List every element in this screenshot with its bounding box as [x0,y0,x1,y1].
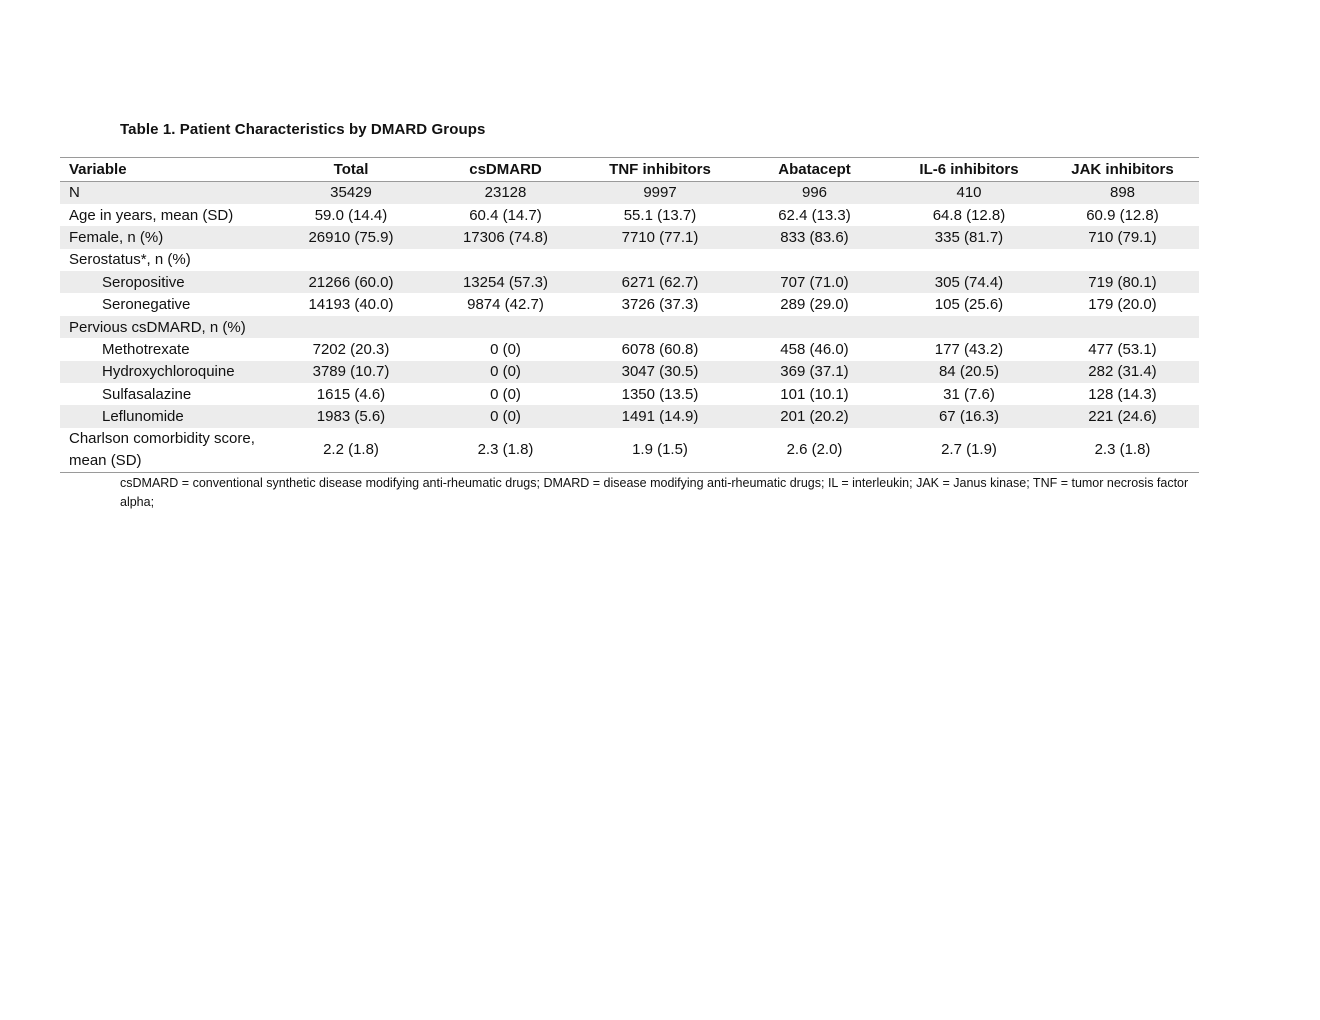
table-row [60,361,1199,383]
column-header-variable: Variable [60,158,274,182]
row-label: Seronegative [102,296,191,314]
cell-total: 2.2 (1.8) [274,428,428,473]
cell-il6-inhibitors: 64.8 (12.8) [932,206,1006,224]
cell-jak-inhibitors: 282 (31.4) [1088,363,1157,381]
table-row [60,182,1199,204]
cell-total: 1615 (4.6) [316,385,386,403]
table-row-section-header [60,316,1199,338]
cell-abatacept [737,316,892,338]
table-row [60,204,1199,226]
cell-total: 59.0 (14.4) [314,206,388,224]
cell-il6-inhibitors: 84 (20.5) [938,363,1000,381]
cell-tnf-inhibitors [583,316,737,338]
cell-tnf-inhibitors: 1491 (14.9) [621,408,699,426]
cell-tnf-inhibitors [583,249,737,271]
cell-csdmard: 0 (0) [490,408,521,426]
cell-csdmard: 23128 [484,184,527,202]
row-label: Charlson comorbidity score, mean (SD) [60,428,274,473]
cell-csdmard: 0 (0) [490,340,521,358]
cell-tnf-inhibitors: 1350 (13.5) [621,385,699,403]
cell-total: 7202 (20.3) [312,340,390,358]
row-label: Sulfasalazine [102,385,192,403]
cell-jak-inhibitors [1046,316,1199,338]
cell-il6-inhibitors: 177 (43.2) [934,340,1004,358]
cell-csdmard: 0 (0) [490,363,521,381]
column-header-abatacept: Abatacept [737,158,892,182]
cell-tnf-inhibitors: 55.1 (13.7) [623,206,697,224]
table-footnote: csDMARD = conventional synthetic disease modifying anti-rheumatic drugs; DMARD = disease modifying anti-rheumatic drugs; IL = interleukin; JAK = Janus kinase; TNF = tumor necrosis factor alpha; [120,476,1189,509]
cell-abatacept: 996 [801,184,828,202]
cell-abatacept [737,249,892,271]
row-label: Age in years, mean (SD) [69,206,234,224]
cell-il6-inhibitors: 105 (25.6) [934,296,1004,314]
cell-abatacept: 458 (46.0) [780,340,849,358]
table-caption: Table 1. Patient Characteristics by DMARD Groups [120,121,486,138]
column-header-csdmard: csDMARD [428,158,583,182]
patient-characteristics-table [60,157,1199,473]
cell-jak-inhibitors: 221 (24.6) [1088,408,1157,426]
cell-tnf-inhibitors: 1.9 (1.5) [583,428,737,473]
table-row [60,271,1199,293]
cell-tnf-inhibitors: 6271 (62.7) [621,273,699,291]
column-header-tnf-inhibitors: TNF inhibitors [583,158,737,182]
row-label: N [69,184,80,202]
cell-jak-inhibitors: 60.9 (12.8) [1086,206,1159,224]
cell-total: 26910 (75.9) [308,228,394,246]
table-row [60,293,1199,315]
cell-il6-inhibitors [892,249,1046,271]
cell-jak-inhibitors: 898 [1109,184,1136,202]
cell-jak-inhibitors: 710 (79.1) [1088,228,1157,246]
cell-jak-inhibitors: 719 (80.1) [1088,273,1157,291]
cell-abatacept: 833 (83.6) [780,228,849,246]
cell-il6-inhibitors: 31 (7.6) [943,385,995,403]
table-row-section-header [60,249,1199,271]
cell-csdmard: 9874 (42.7) [467,296,544,314]
cell-total: 35429 [330,184,372,202]
cell-il6-inhibitors: 2.7 (1.9) [892,428,1046,473]
cell-il6-inhibitors [892,316,1046,338]
table-row [60,428,1199,473]
cell-csdmard: 2.3 (1.8) [428,428,583,473]
cell-csdmard [428,316,583,338]
cell-jak-inhibitors: 179 (20.0) [1088,296,1157,314]
row-label: Pervious csDMARD, n (%) [69,318,246,336]
cell-jak-inhibitors: 477 (53.1) [1088,340,1157,358]
table-row [60,226,1199,248]
cell-il6-inhibitors: 410 [956,184,982,202]
cell-abatacept: 201 (20.2) [780,408,849,426]
row-label: Female, n (%) [69,228,164,246]
cell-tnf-inhibitors: 3726 (37.3) [621,296,699,314]
cell-csdmard: 0 (0) [490,385,521,403]
cell-csdmard [428,249,583,271]
cell-total: 1983 (5.6) [316,408,386,426]
cell-csdmard: 60.4 (14.7) [469,206,542,224]
row-label: Methotrexate [102,340,190,358]
header-row [60,158,1199,182]
cell-total: 21266 (60.0) [308,273,394,291]
cell-tnf-inhibitors: 7710 (77.1) [621,228,699,246]
column-header-jak-inhibitors: JAK inhibitors [1046,158,1199,182]
cell-abatacept: 2.6 (2.0) [737,428,892,473]
cell-il6-inhibitors: 305 (74.4) [934,273,1004,291]
cell-total: 3789 (10.7) [312,363,390,381]
cell-abatacept: 289 (29.0) [780,296,849,314]
cell-tnf-inhibitors: 3047 (30.5) [621,363,699,381]
cell-tnf-inhibitors: 9997 [643,184,677,202]
cell-csdmard: 17306 (74.8) [462,228,549,246]
cell-jak-inhibitors [1046,249,1199,271]
column-header-il6-inhibitors: IL-6 inhibitors [892,158,1046,182]
cell-il6-inhibitors: 67 (16.3) [938,408,1000,426]
row-label: Serostatus*, n (%) [69,251,191,269]
cell-il6-inhibitors: 335 (81.7) [934,228,1004,246]
table-row [60,405,1199,427]
cell-csdmard: 13254 (57.3) [462,273,549,291]
row-label: Hydroxychloroquine [102,363,235,381]
row-label: Seropositive [102,273,185,291]
row-label: Leflunomide [102,408,184,426]
cell-jak-inhibitors: 128 (14.3) [1088,385,1157,403]
cell-abatacept: 62.4 (13.3) [778,206,851,224]
cell-total: 14193 (40.0) [308,296,394,314]
cell-abatacept: 707 (71.0) [780,273,849,291]
cell-tnf-inhibitors: 6078 (60.8) [621,340,699,358]
table-row [60,383,1199,405]
table-row [60,338,1199,360]
cell-total [274,249,428,271]
cell-abatacept: 101 (10.1) [780,385,849,403]
cell-abatacept: 369 (37.1) [780,363,849,381]
column-header-total: Total [274,158,428,182]
cell-jak-inhibitors: 2.3 (1.8) [1046,428,1199,473]
cell-total [274,316,428,338]
